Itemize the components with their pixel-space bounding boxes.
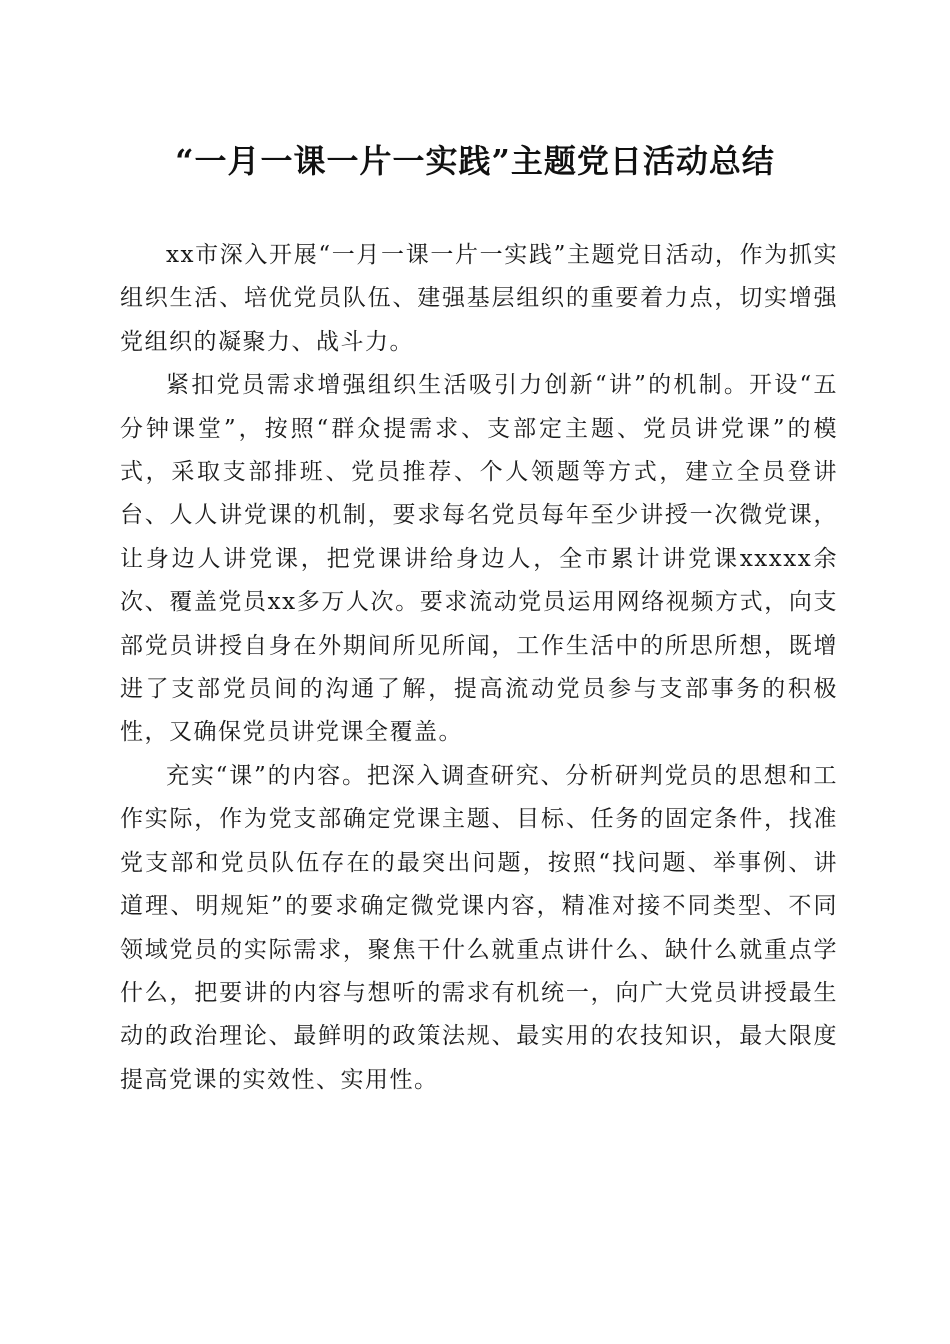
document-body — [120, 234, 838, 1102]
paragraph-mechanism: 紧扣党员需求增强组织生活吸引力创新“讲”的机制。开设“五分钟课堂”，按照“群众提需求、支部定主题、党员讲党课”的模式，采取支部排班、党员推荐、个人领题等方式，建立全员登讲台、人人讲党课的机制，要求每名党员每年至少讲授一次微党课，让身边人讲党课，把党课讲给身边人，全市累计讲党课xxxxx余次、覆盖党员xx多万人次。要求流动党员运用网络视频方式，向支部党员讲授自身在外期间所见所闻，工作生活中的所思所想，既增进了支部党员间的沟通了解，提高流动党员参与支部事务的积极性，又确保党员讲党课全覆盖。 — [120, 372, 838, 746]
paragraph-content: 充实“课”的内容。把深入调查研究、分析研判党员的思想和工作实际，作为党支部确定党课主题、目标、任务的固定条件，找准党支部和党员队伍存在的最突出问题，按照“找问题、举事例、讲道理、明规矩”的要求确定微党课内容，精准对接不同类型、不同领域党员的实际需求，聚焦干什么就重点讲什么、缺什么就重点学什么，把要讲的内容与想听的需求有机统一，向广大党员讲授最生动的政治理论、最鲜明的政策法规、最实用的农技知识，最大限度提高党课的实效性、实用性。 — [120, 762, 838, 1093]
document-title: “一月一课一片一实践”主题党日活动总结 — [175, 142, 775, 180]
paragraph-intro: xx市深入开展“一月一课一片一实践”主题党日活动，作为抓实组织生活、培优党员队伍、建强基层组织的重要着力点，切实增强党组织的凝聚力、战斗力。 — [120, 242, 838, 355]
